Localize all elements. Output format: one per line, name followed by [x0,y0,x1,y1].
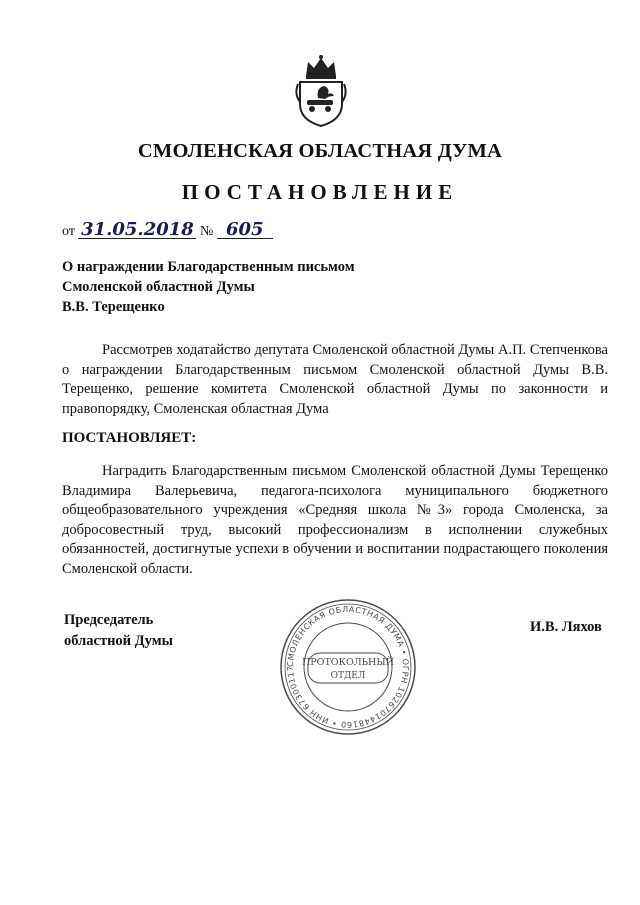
subject-line: В.В. Терещенко [62,299,165,315]
smolensk-coat-of-arms-icon [292,52,350,128]
handwritten-date: 31.05.2018 [78,222,196,239]
decree-heading: ПОСТАНОВЛЯЕТ: [62,430,197,446]
signatory-role [64,610,173,652]
date-prefix: от [62,224,75,239]
role-line: областной Думы [64,633,173,649]
seal-inner-line: ОТДЕЛ [330,671,366,681]
seal-ring-text: СМОЛЕНСКАЯ ОБЛАСТНАЯ ДУМА • ОГРН 1026701448160 • ИНН 67300117 [285,604,411,730]
signatory-name: И.В. Ляхов [530,619,602,635]
organization-title: СМОЛЕНСКАЯ ОБЛАСТНАЯ ДУМА [137,140,503,162]
seal-inner-line: ПРОТОКОЛЬНЫЙ [302,657,394,668]
role-line: Председатель [64,612,154,628]
decree-paragraph: Наградить Благодарственным письмом Смоленской областной Думы Терещенко Владимира Валерьевича, педагога-психолога муниципального бюджетного общеобразовательного учреждения «Средняя школа №3» города Смоленска, за добросовестный труд, высокий профессионализм в исполнении служебных обязанностей, достигнутые успехи в обучении и воспитании подрастающего поколения Смоленской области. [62,463,608,577]
subject-line: О награждении Благодарственным письмом [62,259,355,275]
document-type: ПОСТАНОВЛЕНИЕ [181,180,459,204]
date-number-line [62,219,273,240]
preamble-paragraph: Рассмотрев ходатайство депутата Смоленской областной Думы А.П. Степченкова о награждении Благодарственным письмом Смоленской областной Думы В.В. Терещенко, решение комитета Смоленской областной Думы по законности и правопорядку, Смоленская областная Дума [62,342,608,417]
subject-line: Смоленской областной Думы [62,279,255,295]
document-subject [62,257,355,317]
handwritten-number: 605 [217,222,273,239]
number-prefix: № [199,224,214,239]
round-seal-icon [278,597,418,737]
